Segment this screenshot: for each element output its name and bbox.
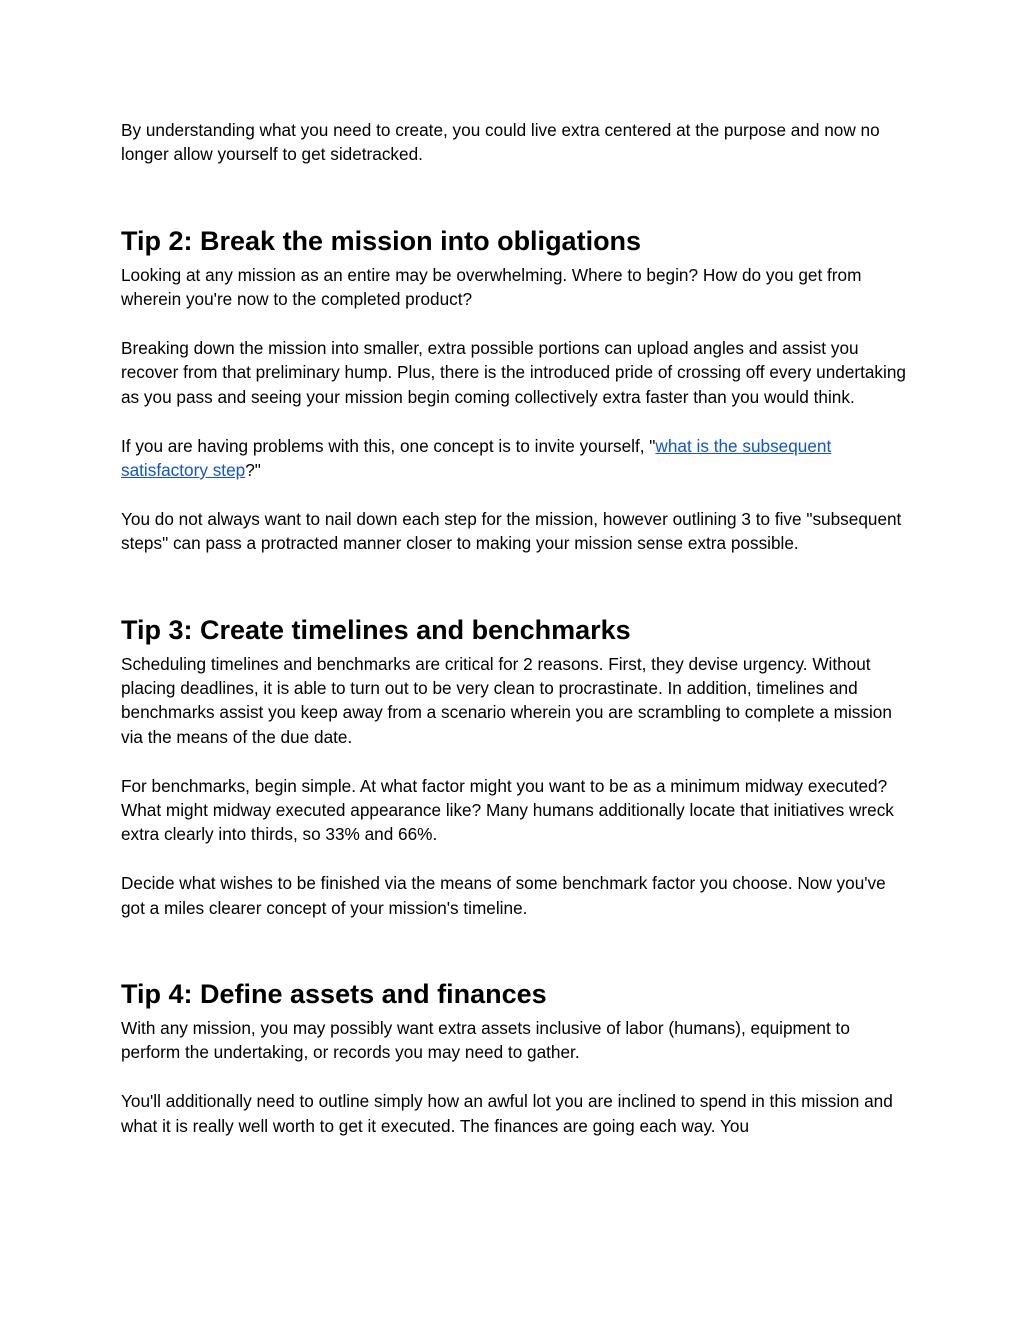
tip3-paragraph-3: Decide what wishes to be finished via the means of some benchmark factor you choose. Now you've got a miles clearer concept of your mission's timeline. [121,873,886,918]
tip2-paragraph-2: Breaking down the mission into smaller, extra possible portions can upload angles and assist you recover from that preliminary hump. Plus, there is the introduced pride of crossing off every undertaking as you pass and seeing your mission begin coming collectively extra faster than you would think. [121,338,906,407]
tip2-paragraph-4: You do not always want to nail down each step for the mission, however outlining 3 to five "subsequent steps" can pass a protracted manner closer to making your mission sense extra possible. [121,508,902,554]
intro-paragraph: By understanding what you need to create, you could live extra centered at the purpose and now no longer allow yourself to get sidetracked. [121,120,880,165]
next-step-link[interactable]: what is the subsequent satisfactory step [121,435,832,481]
tip4-paragraph-1: With any mission, you may possibly want extra assets inclusive of labor (humans), equipment to perform the undertaking, or records you may need to gather. [121,1018,850,1063]
tip2-p3-text-before: If you are having problems with this, one concept is to invite yourself, " [121,435,656,456]
tip4-heading: Tip 4: Define assets and finances [121,979,547,1010]
tip2-p3-text-after: ?" [245,460,261,481]
tip2-heading: Tip 2: Break the mission into obligations [121,225,642,256]
tip2-paragraph-1: Looking at any mission as an entire may be overwhelming. Where to begin? How do you get from wherein you're now to the completed product? [121,264,862,310]
tip3-paragraph-2: For benchmarks, begin simple. At what factor might you want to be as a minimum midway executed? What might midway executed appearance like? Many humans additionally locate that initiatives wreck extra clearly into thirds, so 33% and 66%. [121,775,894,845]
tip3-paragraph-1: Scheduling timelines and benchmarks are critical for 2 reasons. First, they devise urgency. Without placing deadlines, it is able to turn out to be very clean to procrastinate. In addition, timelines and benchmarks assist you keep away from a scenario wherein you are scrambling to complete a mission via the means of the due date. [121,653,892,747]
tip3-heading: Tip 3: Create timelines and benchmarks [121,614,631,645]
document-page [121,118,906,1138]
tip2-paragraph-3 [121,434,906,483]
tip4-paragraph-2: You'll additionally need to outline simply how an awful lot you are inclined to spend in this mission and what it is really well worth to get it executed. The finances are going each way. You [121,1091,893,1136]
